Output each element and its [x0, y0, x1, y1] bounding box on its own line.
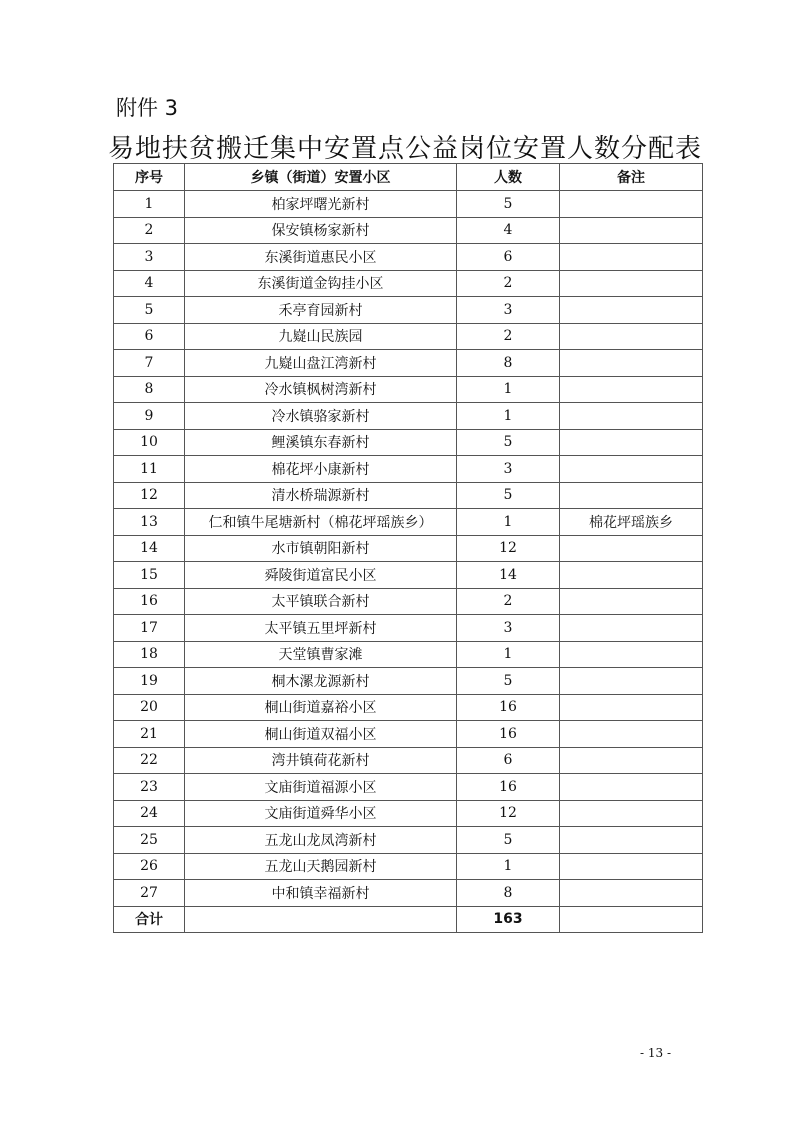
- table-row: [114, 509, 703, 536]
- row-count: 16: [457, 694, 560, 721]
- row-remark: [560, 429, 703, 456]
- table-row: [114, 244, 703, 271]
- allocation-table: [113, 163, 703, 933]
- row-index: 13: [114, 509, 185, 536]
- table-row: [114, 562, 703, 589]
- table-row: [114, 323, 703, 350]
- row-count: 3: [457, 615, 560, 642]
- row-remark: [560, 615, 703, 642]
- row-index: 9: [114, 403, 185, 430]
- total-empty: [185, 906, 457, 933]
- table-row: [114, 376, 703, 403]
- table-row: [114, 827, 703, 854]
- row-community: 冷水镇枫树湾新村: [185, 376, 457, 403]
- row-remark: [560, 721, 703, 748]
- row-community: 冷水镇骆家新村: [185, 403, 457, 430]
- row-remark: [560, 217, 703, 244]
- row-community: 东溪街道金钩挂小区: [185, 270, 457, 297]
- row-index: 6: [114, 323, 185, 350]
- row-remark: [560, 191, 703, 218]
- row-index: 24: [114, 800, 185, 827]
- table-row: [114, 403, 703, 430]
- row-remark: [560, 535, 703, 562]
- row-remark: [560, 800, 703, 827]
- row-community: 文庙街道福源小区: [185, 774, 457, 801]
- row-count: 5: [457, 668, 560, 695]
- attachment-label: 附件 3: [116, 96, 179, 120]
- row-remark: [560, 774, 703, 801]
- row-count: 5: [457, 482, 560, 509]
- row-remark: [560, 376, 703, 403]
- row-index: 15: [114, 562, 185, 589]
- table-row: [114, 429, 703, 456]
- row-index: 18: [114, 641, 185, 668]
- table-row: [114, 297, 703, 324]
- row-index: 22: [114, 747, 185, 774]
- row-community: 九嶷山盘江湾新村: [185, 350, 457, 377]
- row-count: 6: [457, 244, 560, 271]
- row-index: 4: [114, 270, 185, 297]
- row-community: 天堂镇曹家滩: [185, 641, 457, 668]
- row-count: 3: [457, 456, 560, 483]
- row-count: 1: [457, 853, 560, 880]
- row-index: 19: [114, 668, 185, 695]
- row-remark: [560, 244, 703, 271]
- table-row: [114, 747, 703, 774]
- row-remark: [560, 880, 703, 907]
- row-remark: [560, 694, 703, 721]
- row-index: 2: [114, 217, 185, 244]
- table-row: [114, 217, 703, 244]
- row-index: 11: [114, 456, 185, 483]
- row-remark: [560, 588, 703, 615]
- row-community: 东溪街道惠民小区: [185, 244, 457, 271]
- row-community: 桐山街道双福小区: [185, 721, 457, 748]
- row-remark: [560, 270, 703, 297]
- row-index: 10: [114, 429, 185, 456]
- row-count: 16: [457, 774, 560, 801]
- row-community: 清水桥瑞源新村: [185, 482, 457, 509]
- table-row: [114, 270, 703, 297]
- row-count: 8: [457, 350, 560, 377]
- row-community: 文庙街道舜华小区: [185, 800, 457, 827]
- table-row: [114, 535, 703, 562]
- row-community: 太平镇联合新村: [185, 588, 457, 615]
- row-index: 23: [114, 774, 185, 801]
- row-remark: [560, 482, 703, 509]
- row-count: 2: [457, 323, 560, 350]
- table-row: [114, 456, 703, 483]
- row-remark: [560, 456, 703, 483]
- row-index: 7: [114, 350, 185, 377]
- row-count: 12: [457, 535, 560, 562]
- row-index: 26: [114, 853, 185, 880]
- table-row: [114, 191, 703, 218]
- row-community: 太平镇五里坪新村: [185, 615, 457, 642]
- row-remark: [560, 827, 703, 854]
- row-count: 2: [457, 270, 560, 297]
- row-remark: [560, 297, 703, 324]
- row-index: 5: [114, 297, 185, 324]
- header-count: 人数: [457, 164, 560, 191]
- table-row: [114, 641, 703, 668]
- row-remark: [560, 403, 703, 430]
- table-row: [114, 800, 703, 827]
- row-community: 九嶷山民族园: [185, 323, 457, 350]
- table-row: [114, 721, 703, 748]
- row-remark: [560, 641, 703, 668]
- row-count: 5: [457, 429, 560, 456]
- table-row: [114, 880, 703, 907]
- row-community: 桐山街道嘉裕小区: [185, 694, 457, 721]
- row-remark: 棉花坪瑶族乡: [560, 509, 703, 536]
- row-index: 27: [114, 880, 185, 907]
- row-remark: [560, 323, 703, 350]
- table-row: [114, 350, 703, 377]
- row-community: 禾亭育园新村: [185, 297, 457, 324]
- header-index: 序号: [114, 164, 185, 191]
- row-index: 12: [114, 482, 185, 509]
- table-row: [114, 774, 703, 801]
- row-community: 桐木漯龙源新村: [185, 668, 457, 695]
- row-community: 棉花坪小康新村: [185, 456, 457, 483]
- row-count: 12: [457, 800, 560, 827]
- row-count: 16: [457, 721, 560, 748]
- row-index: 1: [114, 191, 185, 218]
- row-index: 3: [114, 244, 185, 271]
- row-count: 1: [457, 403, 560, 430]
- row-community: 湾井镇荷花新村: [185, 747, 457, 774]
- total-count: 163: [457, 906, 560, 933]
- row-count: 2: [457, 588, 560, 615]
- header-remark: 备注: [560, 164, 703, 191]
- row-count: 8: [457, 880, 560, 907]
- row-remark: [560, 562, 703, 589]
- row-index: 16: [114, 588, 185, 615]
- row-count: 6: [457, 747, 560, 774]
- total-row: [114, 906, 703, 933]
- row-count: 14: [457, 562, 560, 589]
- row-count: 3: [457, 297, 560, 324]
- row-index: 25: [114, 827, 185, 854]
- header-community: 乡镇（街道）安置小区: [185, 164, 457, 191]
- table-row: [114, 853, 703, 880]
- row-remark: [560, 853, 703, 880]
- row-remark: [560, 350, 703, 377]
- row-community: 鲤溪镇东春新村: [185, 429, 457, 456]
- row-count: 1: [457, 376, 560, 403]
- row-count: 1: [457, 509, 560, 536]
- table-row: [114, 482, 703, 509]
- table-row: [114, 588, 703, 615]
- row-remark: [560, 747, 703, 774]
- row-index: 20: [114, 694, 185, 721]
- row-index: 8: [114, 376, 185, 403]
- row-count: 5: [457, 827, 560, 854]
- table-row: [114, 668, 703, 695]
- page-number: - 13 -: [640, 1046, 672, 1060]
- row-community: 五龙山龙凤湾新村: [185, 827, 457, 854]
- row-community: 柏家坪曙光新村: [185, 191, 457, 218]
- table-header: [114, 164, 703, 191]
- document-title: 易地扶贫搬迁集中安置点公益岗位安置人数分配表: [107, 134, 702, 164]
- row-community: 仁和镇牛尾塘新村（棉花坪瑶族乡）: [185, 509, 457, 536]
- row-community: 水市镇朝阳新村: [185, 535, 457, 562]
- total-remark: [560, 906, 703, 933]
- row-index: 17: [114, 615, 185, 642]
- total-label: 合计: [114, 906, 185, 933]
- row-count: 5: [457, 191, 560, 218]
- table-row: [114, 694, 703, 721]
- row-index: 14: [114, 535, 185, 562]
- row-count: 1: [457, 641, 560, 668]
- row-community: 五龙山天鹅园新村: [185, 853, 457, 880]
- table-row: [114, 615, 703, 642]
- row-community: 舜陵街道富民小区: [185, 562, 457, 589]
- row-remark: [560, 668, 703, 695]
- row-community: 保安镇杨家新村: [185, 217, 457, 244]
- row-count: 4: [457, 217, 560, 244]
- row-community: 中和镇幸福新村: [185, 880, 457, 907]
- row-index: 21: [114, 721, 185, 748]
